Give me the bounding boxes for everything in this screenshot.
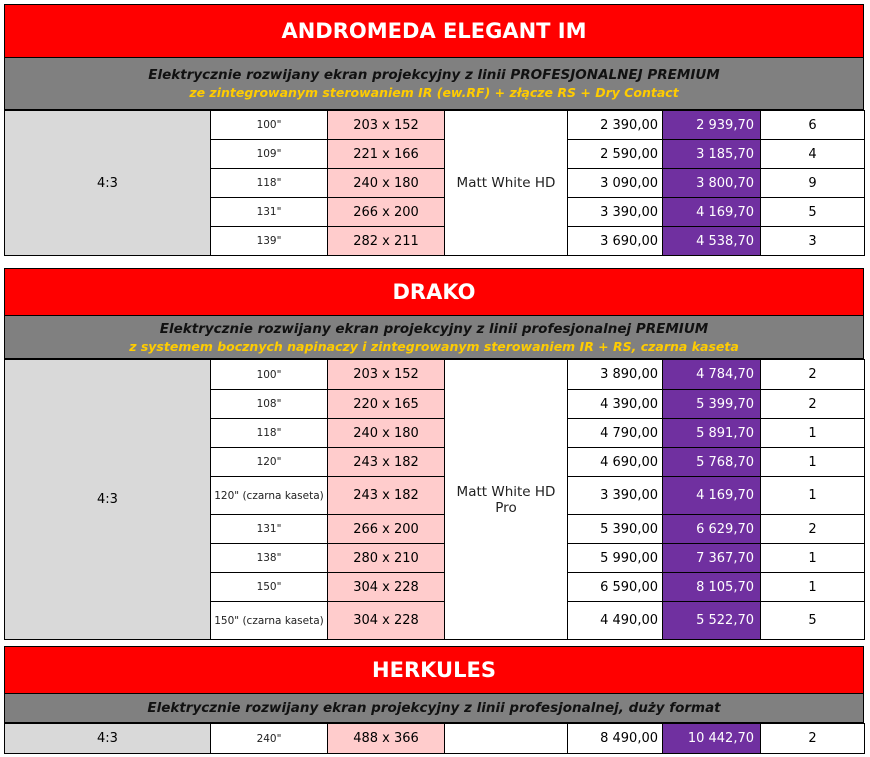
net-price-cell: 4 390,00 xyxy=(568,390,663,419)
dimension-cell: 280 x 210 xyxy=(328,544,445,573)
gross-price-cell: 4 169,70 xyxy=(663,477,761,515)
gross-price-cell: 4 784,70 xyxy=(663,360,761,390)
quantity-cell: 4 xyxy=(761,140,865,169)
diagonal-cell: 120" (czarna kaseta) xyxy=(211,477,328,515)
section-title-drako: DRAKO xyxy=(4,268,864,316)
section-subtitle-andromeda xyxy=(4,58,864,110)
diagonal-cell: 108" xyxy=(211,390,328,419)
diagonal-cell: 120" xyxy=(211,448,328,477)
quantity-cell: 1 xyxy=(761,477,865,515)
net-price-cell: 3 690,00 xyxy=(568,227,663,256)
diagonal-cell: 131" xyxy=(211,198,328,227)
gross-price-cell: 8 105,70 xyxy=(663,573,761,602)
section-subtitle-drako xyxy=(4,316,864,359)
quantity-cell: 1 xyxy=(761,448,865,477)
dimension-cell: 488 x 366 xyxy=(328,724,445,754)
aspect-ratio-cell: 4:3 xyxy=(5,724,211,754)
subtitle-main: Elektrycznie rozwijany ekran projekcyjny xyxy=(147,700,460,716)
gross-price-cell: 3 800,70 xyxy=(663,169,761,198)
dimension-cell: 221 x 166 xyxy=(328,140,445,169)
dimension-cell: 282 x 211 xyxy=(328,227,445,256)
subtitle-line-name: z linii profesjonalnej PREMIUM xyxy=(471,320,709,337)
net-price-cell: 2 390,00 xyxy=(568,111,663,140)
net-price-cell: 4 490,00 xyxy=(568,602,663,640)
price-table-andromeda xyxy=(4,110,865,256)
gross-price-cell: 6 629,70 xyxy=(663,515,761,544)
price-table-drako xyxy=(4,359,865,640)
diagonal-cell: 100" xyxy=(211,111,328,140)
gross-price-cell: 5 891,70 xyxy=(663,419,761,448)
table-row xyxy=(5,360,865,390)
quantity-cell: 2 xyxy=(761,360,865,390)
net-price-cell: 3 890,00 xyxy=(568,360,663,390)
subtitle-line1 xyxy=(5,321,863,337)
table-row xyxy=(5,111,865,140)
net-price-cell: 5 390,00 xyxy=(568,515,663,544)
aspect-ratio-cell: 4:3 xyxy=(5,360,211,640)
section-title-herkules: HERKULES xyxy=(4,646,864,694)
gross-price-cell: 4 538,70 xyxy=(663,227,761,256)
quantity-cell: 5 xyxy=(761,198,865,227)
material-cell xyxy=(445,724,568,754)
gross-price-cell: 4 169,70 xyxy=(663,198,761,227)
subtitle-line1 xyxy=(5,67,863,83)
subtitle-line2: z systemem bocznych napinaczy i zintegrowanym sterowaniem IR + RS, czarna kaseta xyxy=(129,338,739,354)
diagonal-cell: 118" xyxy=(211,419,328,448)
quantity-cell: 1 xyxy=(761,573,865,602)
subtitle-line-name: z linii PROFESJONALNEJ PREMIUM xyxy=(460,67,720,83)
dimension-cell: 266 x 200 xyxy=(328,198,445,227)
subtitle-line-name: z linii profesjonalnej, duży format xyxy=(459,700,721,716)
subtitle-main: Elektrycznie rozwijany ekran projekcyjny xyxy=(148,67,461,83)
net-price-cell: 3 090,00 xyxy=(568,169,663,198)
dimension-cell: 304 x 228 xyxy=(328,573,445,602)
dimension-cell: 243 x 182 xyxy=(328,448,445,477)
aspect-ratio-cell: 4:3 xyxy=(5,111,211,256)
material-cell: Matt White HD Pro xyxy=(445,360,568,640)
quantity-cell: 2 xyxy=(761,390,865,419)
quantity-cell: 5 xyxy=(761,602,865,640)
diagonal-cell: 100" xyxy=(211,360,328,390)
net-price-cell: 4 790,00 xyxy=(568,419,663,448)
diagonal-cell: 138" xyxy=(211,544,328,573)
dimension-cell: 243 x 182 xyxy=(328,477,445,515)
subtitle-main: Elektrycznie rozwijany ekran projekcyjny xyxy=(159,320,472,337)
gross-price-cell: 5 399,70 xyxy=(663,390,761,419)
section-title-andromeda: ANDROMEDA ELEGANT IM xyxy=(4,4,864,58)
dimension-cell: 203 x 152 xyxy=(328,360,445,390)
gross-price-cell: 3 185,70 xyxy=(663,140,761,169)
net-price-cell: 2 590,00 xyxy=(568,140,663,169)
quantity-cell: 6 xyxy=(761,111,865,140)
price-table-herkules xyxy=(4,723,865,754)
dimension-cell: 220 x 165 xyxy=(328,390,445,419)
dimension-cell: 266 x 200 xyxy=(328,515,445,544)
diagonal-cell: 139" xyxy=(211,227,328,256)
diagonal-cell: 109" xyxy=(211,140,328,169)
subtitle-line1 xyxy=(5,700,863,716)
gross-price-cell: 7 367,70 xyxy=(663,544,761,573)
quantity-cell: 1 xyxy=(761,419,865,448)
quantity-cell: 2 xyxy=(761,515,865,544)
quantity-cell: 3 xyxy=(761,227,865,256)
diagonal-cell: 150" xyxy=(211,573,328,602)
section-subtitle-herkules xyxy=(4,694,864,723)
net-price-cell: 5 990,00 xyxy=(568,544,663,573)
net-price-cell: 3 390,00 xyxy=(568,198,663,227)
net-price-cell: 3 390,00 xyxy=(568,477,663,515)
dimension-cell: 203 x 152 xyxy=(328,111,445,140)
material-cell: Matt White HD xyxy=(445,111,568,256)
diagonal-cell: 118" xyxy=(211,169,328,198)
quantity-cell: 1 xyxy=(761,544,865,573)
dimension-cell: 240 x 180 xyxy=(328,419,445,448)
gross-price-cell: 2 939,70 xyxy=(663,111,761,140)
diagonal-cell: 131" xyxy=(211,515,328,544)
dimension-cell: 240 x 180 xyxy=(328,169,445,198)
subtitle-line2: ze zintegrowanym sterowaniem IR (ew.RF) + złącze RS + Dry Contact xyxy=(189,85,679,100)
diagonal-cell: 240" xyxy=(211,724,328,754)
gross-price-cell: 5 768,70 xyxy=(663,448,761,477)
quantity-cell: 9 xyxy=(761,169,865,198)
net-price-cell: 8 490,00 xyxy=(568,724,663,754)
quantity-cell: 2 xyxy=(761,724,865,754)
dimension-cell: 304 x 228 xyxy=(328,602,445,640)
table-row xyxy=(5,724,865,754)
net-price-cell: 6 590,00 xyxy=(568,573,663,602)
gross-price-cell: 10 442,70 xyxy=(663,724,761,754)
net-price-cell: 4 690,00 xyxy=(568,448,663,477)
gross-price-cell: 5 522,70 xyxy=(663,602,761,640)
diagonal-cell: 150" (czarna kaseta) xyxy=(211,602,328,640)
